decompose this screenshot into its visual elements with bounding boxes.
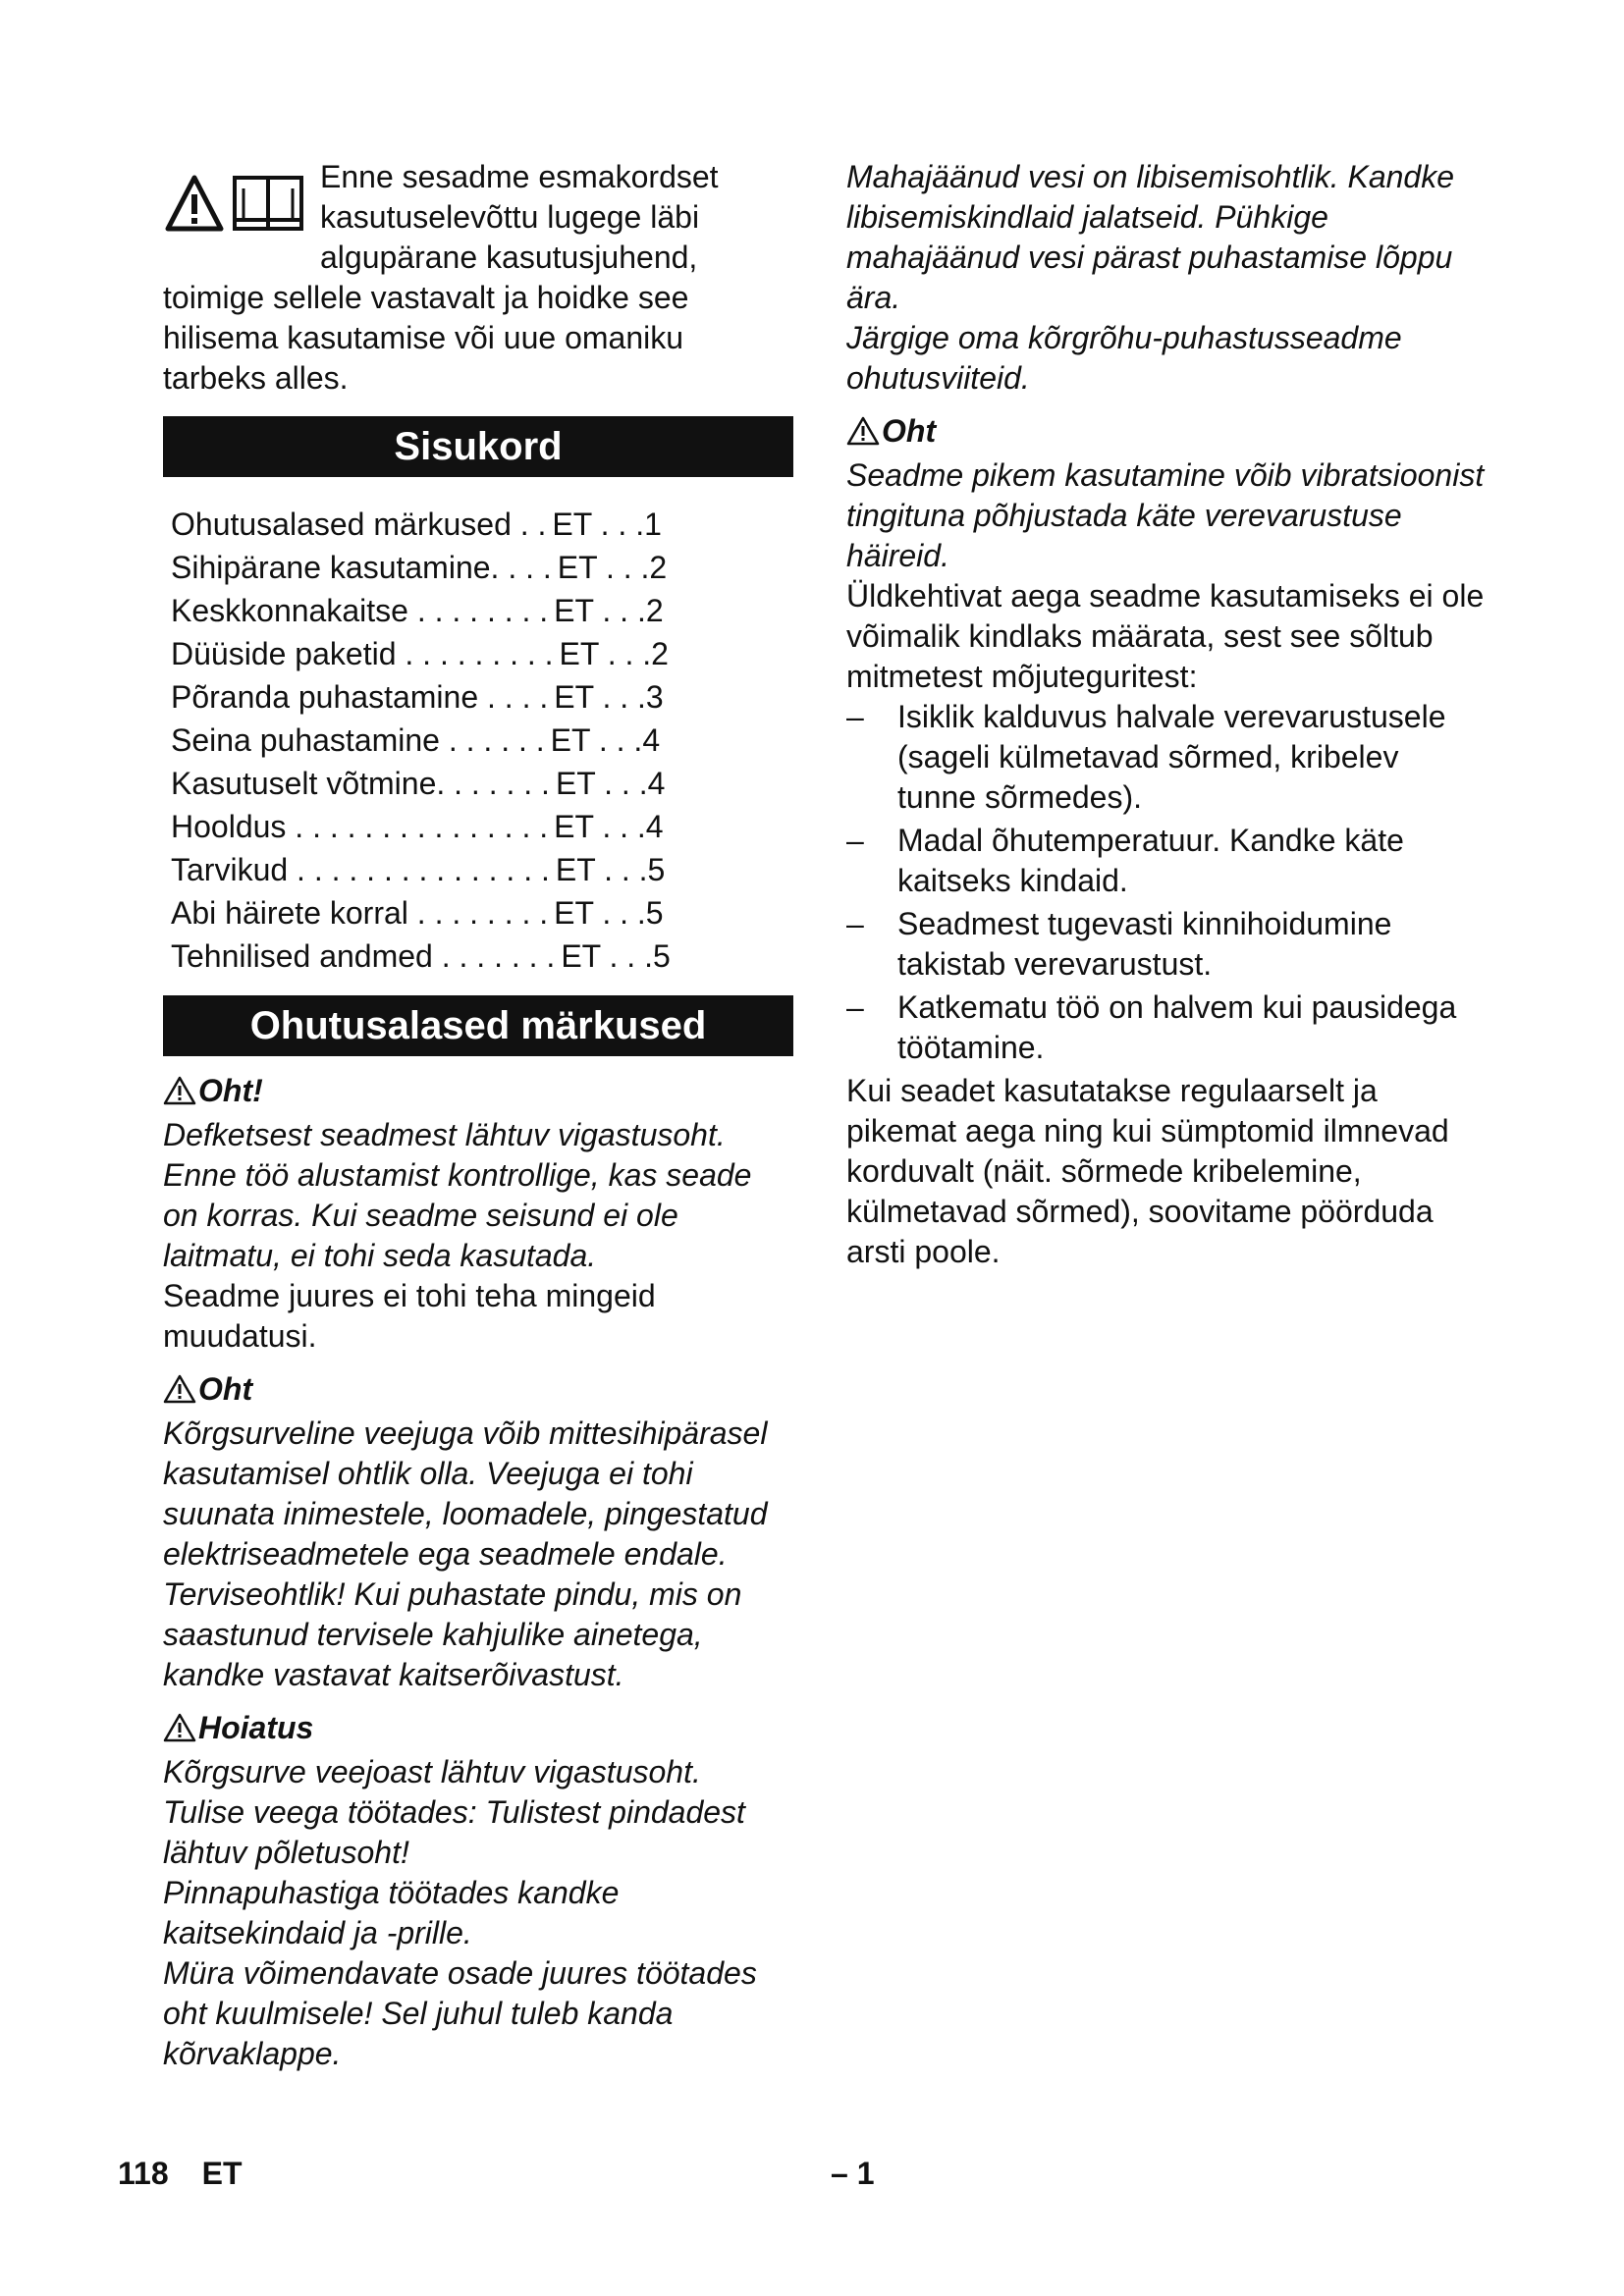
- warning-text: Seadme pikem kasutamine võib vibratsioonist tingituna põhjustada käte verevarustuse häireid.: [846, 457, 1485, 573]
- toc-entry[interactable]: Põranda puhastamine . . . . ET . . .3: [171, 679, 664, 715]
- toc-entry[interactable]: Seina puhastamine . . . . . . ET . . .4: [171, 722, 661, 758]
- toc-list: [163, 503, 793, 978]
- section-title-safety: Ohutusalased märkused: [163, 995, 793, 1056]
- section-page-number: – 1: [831, 2156, 875, 2191]
- warning-text: Müra võimendavate osade juures töötades oht kuulmisele! Sel juhul tuleb kanda kõrvaklappe.: [163, 1955, 757, 2071]
- toc-entry[interactable]: Keskkonnakaitse . . . . . . . . ET . . .2: [171, 593, 664, 628]
- list-item: – Seadmest tugevasti kinnihoidumine takistab verevarustust.: [846, 904, 1485, 985]
- warning-triangle-icon: [163, 1076, 196, 1105]
- warning-text: Järgige oma kõrgrõhu-puhastusseadme ohutusviiteid.: [846, 320, 1402, 396]
- right-column: [846, 157, 1485, 1272]
- intro-block: [163, 157, 793, 399]
- toc-entry[interactable]: Düüside paketid . . . . . . . . . ET . . .2: [171, 636, 669, 671]
- warning-heading-danger: Oht: [846, 410, 1485, 452]
- warning-text: Tulise veega töötades: Tulistest pindadest lähtuv põletusoht!: [163, 1794, 745, 1870]
- toc-entry[interactable]: Ohutusalased märkused . . ET . . .1: [171, 507, 662, 542]
- warning-heading-danger: Oht: [163, 1368, 793, 1410]
- toc-entry[interactable]: Tarvikud . . . . . . . . . . . . . . . ET . . .5: [171, 852, 666, 887]
- body-paragraph: Üldkehtivat aega seadme kasutamiseks ei ole võimalik kindlaks määrata, sest see sõltub mitmetest mõjuteguritest:: [846, 578, 1485, 694]
- warning-text: Kõrgsurveline veejuga võib mittesihipärasel kasutamisel ohtlik olla. Veejuga ei tohi suunata inimestele, loomadele, pingestatud elektriseadmetele ega seadmele endale.: [163, 1415, 768, 1572]
- warning-text: Mahajäänud vesi on libisemisohtlik. Kandke libisemiskindlaid jalatseid. Pühkige mahajäänud vesi pärast puhastamise lõppu ära.: [846, 159, 1455, 315]
- warning-triangle-icon: [846, 416, 880, 446]
- toc-entry[interactable]: Abi häirete korral . . . . . . . . ET . . .5: [171, 895, 664, 931]
- warning-triangle-icon: [163, 1374, 196, 1404]
- toc-entry[interactable]: Sihipärane kasutamine . . . . ET . . .2: [171, 550, 668, 585]
- language-code: ET: [201, 2156, 243, 2191]
- warning-text: Terviseohtlik! Kui puhastate pindu, mis on saastunud tervisele kahjulike ainetega, kandke vastavat kaitserõivastust.: [163, 1576, 742, 1692]
- warning-heading-danger: Oht!: [163, 1070, 793, 1111]
- body-paragraph: Kui seadet kasutatakse regulaarselt ja pikemat aega ning kui sümptomid ilmnevad korduvalt (näit. sõrmede kribelemine, külmetavad sõrmed), soovitame pöörduda arsti poole.: [846, 1073, 1449, 1269]
- list-item: – Katkematu töö on halvem kui pausidega töötamine.: [846, 988, 1485, 1068]
- factor-list: [846, 697, 1485, 1068]
- warning-text: Pinnapuhastiga töötades kandke kaitsekindaid ja -prille.: [163, 1875, 620, 1950]
- intro-text: Enne sesadme esmakordset kasutuselevõttu lugege läbi algupärane kasutusjuhend, toimige sellele vastavalt ja hoidke see hilisema kasutamise või uue omaniku tarbeks alles.: [163, 159, 719, 396]
- warning-triangle-icon: [163, 1713, 196, 1742]
- warning-heading-caution: Hoiatus: [163, 1707, 793, 1748]
- warning-text: Defketsest seadmest lähtuv vigastusoht. Enne töö alustamist kontrollige, kas seade on korras. Kui seadme seisund ei ole laitmatu, ei tohi seda kasutada.: [163, 1117, 752, 1273]
- list-item: – Madal õhutemperatuur. Kandke käte kaitseks kindaid.: [846, 821, 1485, 901]
- toc-entry[interactable]: Tehnilised andmed . . . . . . . ET . . .5: [171, 938, 671, 974]
- manual-book-icon: [232, 175, 304, 232]
- warning-text: Kõrgsurve veejoast lähtuv vigastusoht.: [163, 1754, 701, 1789]
- toc-entry[interactable]: Kasutuselt võtmine . . . . . . . ET . . .4: [171, 766, 666, 801]
- page-number: 118 ET: [118, 2156, 243, 2191]
- warning-text: Seadme juures ei tohi teha mingeid muudatusi.: [163, 1278, 656, 1354]
- list-item: – Isiklik kalduvus halvale verevarustusele (sageli külmetavad sõrmed, kribelev tunne sõrmedes).: [846, 697, 1485, 818]
- left-column: [163, 157, 793, 2074]
- toc-title: Sisukord: [163, 416, 793, 477]
- toc-entry[interactable]: Hooldus . . . . . . . . . . . . . . . ET . . .4: [171, 809, 664, 844]
- warning-triangle-icon: [165, 175, 224, 234]
